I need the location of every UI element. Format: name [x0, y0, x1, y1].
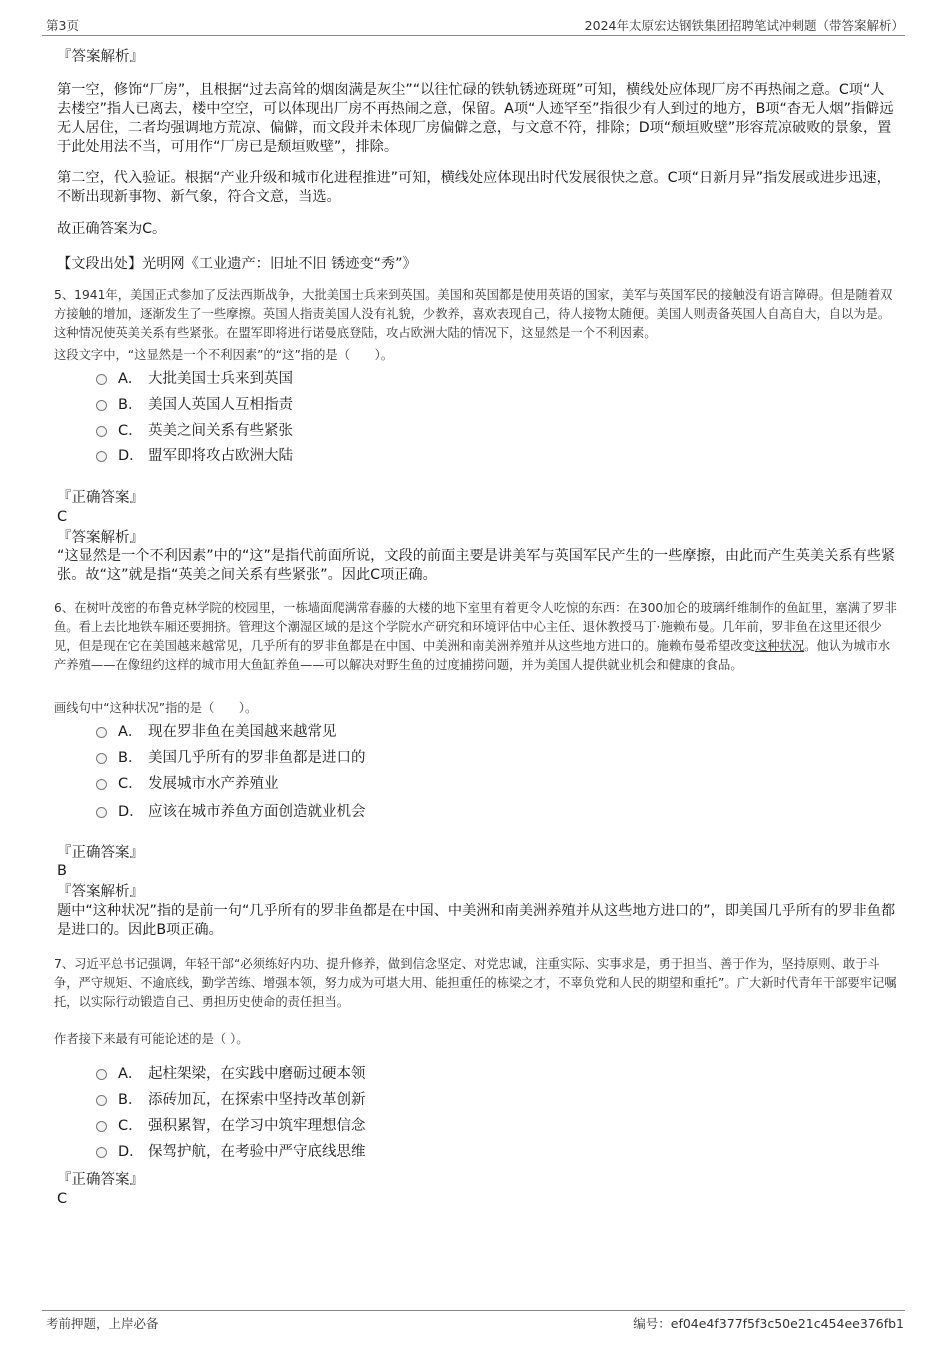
q7-option-d[interactable] [96, 1143, 366, 1162]
q5-option-d[interactable] [96, 447, 293, 466]
analysis-conclusion: 故正确答案为C。 [57, 221, 167, 237]
q6-option-d[interactable] [96, 803, 366, 822]
option-text: 大批美国士兵来到英国 [148, 371, 293, 387]
q7-stem: 7、习近平总书记强调，年轻干部“必须练好内功、提升修养，做到信念坚定、对党忠诚，注重实际、实事求是，勇于担当、善于作为，坚持原则、敢于斗争，严守规矩、不逾底线，勤学苦练、增强本领，努力成为可堪大用、能担重任的栋梁之才，不辜负党和人民的期望和重托”。广大新时代青年干部要牢记嘱托，以实际行动锻造自己、勇担历史使命的责任担当。 [54, 957, 897, 1009]
text-source: 【文段出处】光明网《工业遗产：旧址不旧 锈迹变“秀”》 [57, 256, 417, 272]
option-text: 保驾护航，在考验中严守底线思维 [148, 1144, 366, 1160]
q5-analysis-label: 『答案解析』 [57, 530, 144, 546]
option-text: 应该在城市养鱼方面创造就业机会 [148, 804, 366, 820]
option-letter: D． [118, 1144, 144, 1160]
option-text: 美国人英国人互相指责 [148, 397, 293, 413]
q6-question: 画线句中“这种状况”指的是（ ）。 [54, 701, 258, 715]
page-number: 第3页 [46, 18, 79, 33]
footer-code-value: ef04e4f377f5f3c50e21c454ee376fb1 [670, 1316, 904, 1331]
radio-icon[interactable] [96, 753, 107, 764]
option-text: 盟军即将攻占欧洲大陆 [148, 448, 293, 464]
q7-correct-answer-label: 『正确答案』 [57, 1172, 144, 1188]
radio-icon[interactable] [96, 779, 107, 790]
option-text: 强积累智，在学习中筑牢理想信念 [148, 1118, 366, 1134]
radio-icon[interactable] [96, 400, 107, 411]
q6-option-c[interactable] [96, 775, 279, 794]
radio-icon[interactable] [96, 426, 107, 437]
q7-correct-answer: C [57, 1191, 68, 1207]
radio-icon[interactable] [96, 807, 107, 818]
radio-icon[interactable] [96, 374, 107, 385]
q6-correct-answer-label: 『正确答案』 [57, 845, 144, 861]
q5-option-b[interactable] [96, 396, 293, 415]
q6-stem-text-end: 。他认为城市水产养殖——在像纽约这样的城市用大鱼缸养鱼——可以解决对野生鱼的过度捕捞问题，并为美国人提供就业机会和健康的食品。 [54, 639, 891, 672]
option-letter: C． [118, 1118, 143, 1134]
q6-underlined-phrase: 这种状况 [754, 639, 805, 653]
q5-analysis: “这显然是一个不利因素”中的“这”是指代前面所说，文段的前面主要是讲美军与英国军民产生的一些摩擦，由此而产生英美关系有些紧张。故“这”就是指“英美之间关系有些紧张”。因此C项正确。 [57, 548, 896, 583]
q7-question: 作者接下来最有可能论述的是（ ）。 [54, 1032, 249, 1046]
radio-icon[interactable] [96, 1121, 107, 1132]
q6-option-a[interactable] [96, 723, 337, 742]
option-letter: B． [118, 750, 143, 766]
radio-icon[interactable] [96, 1069, 107, 1080]
radio-icon[interactable] [96, 1095, 107, 1106]
option-letter: A． [118, 371, 143, 387]
option-letter: C． [118, 776, 143, 792]
q6-option-b[interactable] [96, 749, 366, 768]
q6-stem-text: 6、在树叶茂密的布鲁克林学院的校园里，一栋墙面爬满常春藤的大楼的地下室里有着更令人吃惊的东西：在300加仑的玻璃纤维制作的鱼缸里，塞满了罗非鱼。看上去比地铁车厢还要拥挤。管理这个潮湿区域的是这个学院水产研究和环境评估中心主任、退休教授马丁·施赖布曼。几年前，罗非鱼在这里还很少见，但是现在它在美国越来越常见，几乎所有的罗非鱼都是在中国、中美洲和南美洲养殖并从这些地方进口的。施赖布曼希望改变 [54, 601, 897, 653]
option-letter: D． [118, 804, 144, 820]
radio-icon[interactable] [96, 727, 107, 738]
document-title: 2024年太原宏达钢铁集团招聘笔试冲刺题（带答案解析） [584, 18, 904, 33]
analysis-paragraph-2: 第二空，代入验证。根据“产业升级和城市化进程推进”可知，横线处应体现出时代发展很快之意。C项“日新月异”指发展或进步迅速，不断出现新事物、新气象，符合文意，当选。 [57, 170, 891, 205]
option-text: 添砖加瓦，在探索中坚持改革创新 [148, 1092, 366, 1108]
option-text: 发展城市水产养殖业 [148, 776, 279, 792]
q5-correct-answer-label: 『正确答案』 [57, 490, 144, 506]
option-letter: A． [118, 1066, 143, 1082]
footer-code [633, 1314, 904, 1332]
option-text: 起柱架梁，在实践中磨砺过硬本领 [148, 1066, 366, 1082]
q6-analysis: 题中“这种状况”指的是前一句“几乎所有的罗非鱼都是在中国、中美洲和南美洲养殖并从这些地方进口的”，即美国几乎所有的罗非鱼都是进口的。因此B项正确。 [57, 903, 896, 938]
q7-option-a[interactable] [96, 1065, 366, 1084]
footer-slogan: 考前押题，上岸必备 [46, 1316, 159, 1331]
option-text: 英美之间关系有些紧张 [148, 423, 293, 439]
option-letter: B． [118, 397, 143, 413]
q5-question: 这段文字中，“这显然是一个不利因素”的“这”指的是（ ）。 [54, 348, 394, 362]
answer-analysis-label: 『答案解析』 [57, 49, 144, 65]
radio-icon[interactable] [96, 1147, 107, 1158]
q6-stem [54, 599, 900, 675]
q5-option-c[interactable] [96, 422, 293, 441]
option-letter: A． [118, 724, 143, 740]
option-text: 美国几乎所有的罗非鱼都是进口的 [148, 750, 366, 766]
q5-option-a[interactable] [96, 370, 293, 389]
option-letter: C． [118, 423, 143, 439]
q6-analysis-label: 『答案解析』 [57, 884, 144, 900]
q7-option-b[interactable] [96, 1091, 366, 1110]
q7-option-c[interactable] [96, 1117, 366, 1136]
option-text: 现在罗非鱼在美国越来越常见 [148, 724, 337, 740]
footer-divider [42, 1310, 905, 1311]
option-letter: D． [118, 448, 144, 464]
header-divider [42, 35, 905, 36]
analysis-paragraph-1: 第一空，修饰“厂房”，且根据“过去高耸的烟囱满是灰尘”“以往忙碌的铁轨锈迹斑斑”可知，横线处应体现厂房不再热闹之意。C项“人去楼空”指人已离去，楼中空空，可以体现出厂房不再热闹之意，保留。A项“人迹罕至”指很少有人到过的地方，B项“杳无人烟”指僻远无人居住，二者均强调地方荒凉、偏僻，而文段并未体现厂房偏僻之意，与文意不符，排除；D项“颓垣败壁”形容荒凉破败的景象，置于此处用法不当，可用作“厂房已是颓垣败壁”，排除。 [57, 82, 894, 155]
option-letter: B． [118, 1092, 143, 1108]
q6-correct-answer: B [57, 863, 67, 879]
q5-stem: 5、1941年，美国正式参加了反法西斯战争，大批美国士兵来到英国。美国和英国都是使用英语的国家，美军与英国军民的接触没有语言障碍。但是随着双方接触的增加，逐渐发生了一些摩擦。英国人指责美国人没有礼貌，少教养，喜欢表现自己，待人接物太随便。美国人则责备英国人自高自大，自以为是。这种情况使英美关系有些紧张。在盟军即将进行诺曼底登陆，攻占欧洲大陆的情况下，这显然是一个不利因素。 [54, 288, 893, 340]
radio-icon[interactable] [96, 451, 107, 462]
footer-code-label: 编号： [633, 1316, 671, 1331]
q5-correct-answer: C [57, 509, 68, 525]
